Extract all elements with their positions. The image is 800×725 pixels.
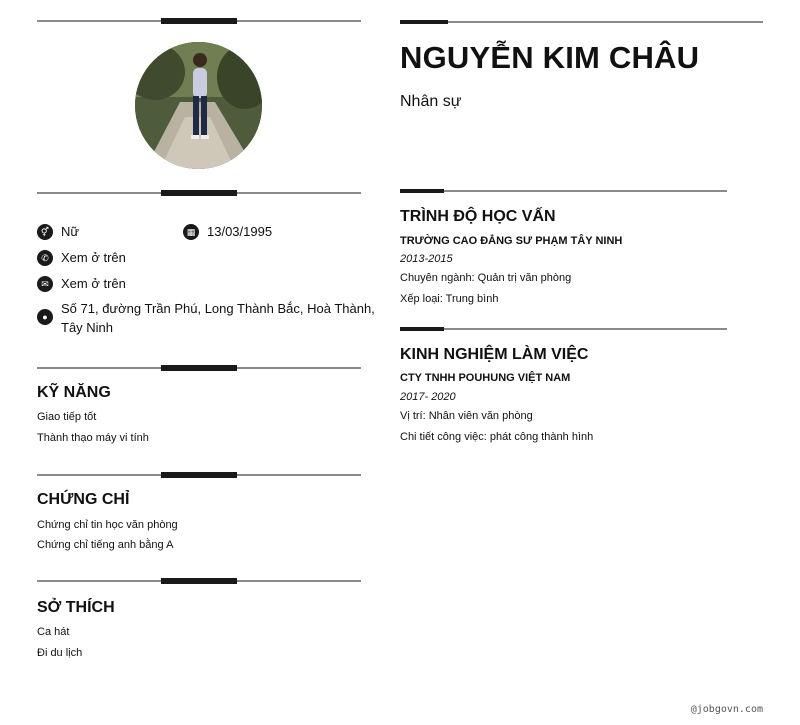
experience-divider (400, 327, 727, 331)
calendar-icon: ▦ (183, 224, 199, 240)
skill-item: Giao tiếp tốt (37, 411, 97, 423)
top-left-divider (37, 18, 361, 24)
gender-icon: ⚥ (37, 224, 53, 240)
address-line-1: Số 71, đường Trần Phú, Long Thành Bắc, Hoà Thành, (61, 301, 375, 316)
gender-row (37, 222, 79, 241)
phone-value: Xem ở trên (61, 250, 126, 265)
location-pin-icon: ● (37, 309, 53, 325)
education-divider (400, 189, 727, 193)
certificate-item: Chứng chỉ tin học văn phòng (37, 519, 178, 531)
education-school: TRƯỜNG CAO ĐẲNG SƯ PHẠM TÂY NINH (400, 235, 623, 247)
left-divider-1 (37, 190, 361, 196)
experience-details: Chi tiết công việc: phát công thành hình (400, 431, 594, 443)
education-period: 2013-2015 (400, 253, 453, 265)
address-row (37, 299, 375, 337)
skills-title: KỸ NĂNG (37, 384, 111, 401)
experience-period: 2017- 2020 (400, 391, 456, 403)
birthdate-value: 13/03/1995 (207, 224, 273, 239)
certificates-title: CHỨNG CHỈ (37, 491, 130, 508)
phone-row (37, 248, 126, 267)
address-value (61, 299, 375, 337)
email-value: Xem ở trên (61, 276, 126, 291)
phone-icon: ✆ (37, 250, 53, 266)
candidate-name: NGUYỄN KIM CHÂU (400, 40, 700, 75)
left-divider-4 (37, 578, 361, 584)
left-divider-2 (37, 365, 361, 371)
hobbies-title: SỞ THÍCH (37, 599, 115, 616)
experience-position: Vị trí: Nhân viên văn phòng (400, 410, 533, 422)
certificate-item: Chứng chỉ tiếng anh bằng A (37, 539, 174, 551)
profile-photo-image (135, 42, 262, 169)
watermark: @jobgovn.com (690, 704, 763, 715)
address-line-2: Tây Ninh (61, 320, 114, 335)
hobby-item: Ca hát (37, 626, 70, 638)
hobby-item: Đi du lịch (37, 647, 83, 659)
header-divider (400, 20, 763, 24)
gender-value: Nữ (61, 224, 80, 239)
email-row (37, 274, 126, 293)
skill-item: Thành thạo máy vi tính (37, 432, 149, 444)
education-major: Chuyên ngành: Quản trị văn phòng (400, 272, 572, 284)
birthdate-row (183, 222, 272, 241)
candidate-role: Nhân sự (400, 93, 462, 110)
email-icon: ✉ (37, 276, 53, 292)
experience-company: CTY TNHH POUHUNG VIỆT NAM (400, 372, 571, 384)
left-divider-3 (37, 472, 361, 478)
profile-photo (135, 42, 262, 169)
education-title: TRÌNH ĐỘ HỌC VẤN (400, 208, 556, 225)
education-grade: Xếp loại: Trung bình (400, 293, 499, 305)
experience-title: KINH NGHIỆM LÀM VIỆC (400, 346, 589, 363)
